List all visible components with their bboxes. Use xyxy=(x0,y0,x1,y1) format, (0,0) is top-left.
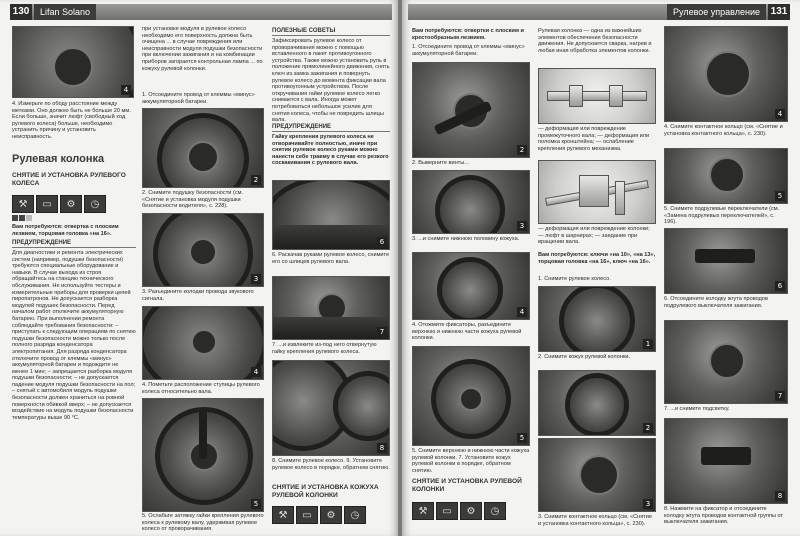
warning-text-2: Гайку крепления рулевого колеса не отворачивайте полностью, иначе при снятии рулевое колесо руками можно нанести себе травму в случае его резкого соскакивания с рулевого вала. xyxy=(272,134,389,167)
col2-intro-text: Рулевая колонка — одна из важнейших элементов обеспечения безопасности движения. Не допускается сварка, нагрев и любая иная обработка элементов колонки. xyxy=(538,28,652,54)
photo-c-step-6: 6 xyxy=(664,228,788,294)
tools-needed: Вам потребуются: отвертка с плоским лезвием, торцовая головка «на 16». xyxy=(12,224,119,237)
wrench-icon: ⚒ xyxy=(272,506,294,524)
clock-icon: ◷ xyxy=(84,195,106,213)
tool-icon: ⚙ xyxy=(460,502,482,520)
photo-c-step-8: 8 xyxy=(664,418,788,504)
difficulty-icons-2 xyxy=(272,506,366,524)
defects-text: — деформация или повреждение промежуточного вала; — деформация или поломка кронштейна; — ослабление крепления рулевого механизма. xyxy=(538,126,650,152)
difficulty-bar xyxy=(12,215,32,221)
section-title-steering-column: Рулевая колонка xyxy=(12,153,105,165)
caption-r-step-3: 3. ...и снимите нижнюю половину кожуха. xyxy=(412,236,520,242)
photo-c-step-2: 2 xyxy=(538,370,656,436)
page-number: 130 xyxy=(10,4,32,20)
caption-c-step-4: 4. Снимите контактное кольцо (см. «Снятие и установка контактного кольца», с. 230). xyxy=(664,124,783,137)
difficulty-icons xyxy=(12,195,106,213)
clock-icon: ◷ xyxy=(484,502,506,520)
photo-step-4: 4 xyxy=(142,306,264,380)
caption-measure: 4. Измерьте по ободу расстояние между метками. Оно должно быть не больше 20 мм. Если больше, значит люфт (свободный ход рулевого колеса) больше, необходимо устранить причину и установить неисправность. xyxy=(12,101,131,140)
clock-icon: ◷ xyxy=(344,506,366,524)
tool-icon: ⚙ xyxy=(320,506,342,524)
caption-step-5: 5. Ослабьте затяжку гайки крепления рулевого колеса к рулевому валу, удерживая рулевое колесо от проворачивания. xyxy=(142,513,264,533)
diagram-intermediate-shaft xyxy=(538,68,656,124)
warning-heading-2: ПРЕДУПРЕЖДЕНИЕ xyxy=(272,124,390,132)
photo-r-step-5: 5 xyxy=(412,346,530,446)
photo-step-5: 5 xyxy=(142,398,264,512)
car-icon: ▭ xyxy=(36,195,58,213)
car-icon: ▭ xyxy=(296,506,318,524)
caption-r-step-1: 1. Отсоедините провод от клеммы «минус» аккумуляторной батареи. xyxy=(412,44,525,57)
photo-c-step-3: 3 xyxy=(538,438,656,512)
photo-step-6: 6 xyxy=(272,180,390,250)
photo-step-7: 7 xyxy=(272,276,390,340)
caption-step-2: 2. Снимите подушку безопасности (см. «Снятие и установка модуля подушки безопасности водителя», с. 228). xyxy=(142,190,244,210)
tips-heading: ПОЛЕЗНЫЕ СОВЕТЫ xyxy=(272,28,390,36)
wrench-icon: ⚒ xyxy=(12,195,34,213)
page-number: 131 xyxy=(768,4,790,20)
tool-icon: ⚙ xyxy=(60,195,82,213)
difficulty-icons-3 xyxy=(412,502,506,520)
right-page xyxy=(402,0,800,536)
caption-step-7: 7. ...и извлеките из-под него отвернутую гайку крепления рулевого колеса. xyxy=(272,342,377,355)
caption-step-1: 1. Отсоедините провод от клеммы «минус» аккумуляторной батареи. xyxy=(142,92,255,105)
caption-c-step-7: 7. ...и снимите подсветку. xyxy=(664,406,730,412)
photo-step-2: 2 xyxy=(142,108,264,188)
left-page-header xyxy=(10,4,392,20)
caption-step-6: 6. Раскачав руками рулевое колесо, снимите его со шлицев рулевого вала. xyxy=(272,252,390,265)
wrench-icon: ⚒ xyxy=(412,502,434,520)
diagram-steering-column xyxy=(538,160,656,224)
photo-r-step-2: 2 xyxy=(412,62,530,158)
subsection-column-cover: СНЯТИЕ И УСТАНОВКА КОЖУХА РУЛЕВОЙ КОЛОНКИ xyxy=(272,484,379,499)
col2-top-text: при установке модуля в рулевое колесо необходимо его поверхность должна быть очищена ... в случае повреждения или неисправности модуля подушки безопасности при включении зажигания и на комбинации приборов загорается контрольная лампа ... по кожуху рулевой колонки. xyxy=(142,26,263,72)
photo-c-step-1: 1 xyxy=(538,286,656,352)
subsection-steering-wheel: СНЯТИЕ И УСТАНОВКА РУЛЕВОГО КОЛЕСА xyxy=(12,172,126,187)
caption-r-step-4: 4. Отожмите фиксаторы, разъедините верхнюю и нижнюю части кожуха рулевой колонки. xyxy=(412,322,522,342)
caption-step-8: 8. Снимите рулевое колесо. 9. Установите рулевое колесо в порядке, обратном снятию. xyxy=(272,458,390,471)
photo-r-step-3: 3 xyxy=(412,170,530,234)
caption-c-step-3: 3. Снимите контактное кольцо (см. «Снятие и установка контактного кольца», с. 230). xyxy=(538,514,653,527)
photo-c-step-5: 5 xyxy=(664,148,788,204)
defects-text-2: — деформация или повреждение колонки; — люфт в шарнирах; — заедание при вращении вала. xyxy=(538,226,650,246)
photo-step-3: 3 xyxy=(142,213,264,287)
running-head: Рулевое управление xyxy=(667,4,766,20)
photo-step-8: 8 xyxy=(272,360,390,456)
running-head: Lifan Solano xyxy=(34,4,96,20)
left-page xyxy=(0,0,398,536)
photo-r-step-4: 4 xyxy=(412,252,530,320)
tools-needed-right: Вам потребуются: отвертки с плоским и крестообразным лезвием. xyxy=(412,28,524,41)
caption-c-step-6: 6. Отсоедините колодку жгута проводов подрулевого выключателя зажигания. xyxy=(664,296,768,309)
caption-c-step-1: 1. Снимите рулевое колесо. xyxy=(538,276,611,282)
tools-needed-column: Вам потребуются: ключи «на 10», «на 13», торцовая головка «на 16», ключ «на 16». xyxy=(538,252,656,265)
right-page-header xyxy=(408,4,790,20)
tips-text: Зафиксировать рулевое колесо от проворачивания можно с помощью вставленного в пакет противоугонного устройства. Также можно установить руль в положение прямолинейного движения, снять ключ из замка зажигания и повернуть рулевое колесо до момента фиксации вала противоугонным устройством. После откручивания гайки рулевое колесо легко снимается с вала. Иногда может потребоваться небольшое усилие для снятия колеса, чтобы не повредить шлицы вала. xyxy=(272,38,390,122)
caption-step-3: 3. Разъедините колодки провода звукового сигнала. xyxy=(142,289,254,302)
caption-r-step-5: 5. Снимите верхнюю и нижнюю части кожуха рулевой колонки. 7. Установите кожух рулевой колонки в порядке, обратном снятию. xyxy=(412,448,530,472)
caption-r-step-2: 2. Выверните винты... xyxy=(412,160,469,166)
subsection-steering-column: СНЯТИЕ И УСТАНОВКА РУЛЕВОЙ КОЛОНКИ xyxy=(412,478,522,493)
caption-c-step-2: 2. Снимите кожух рулевой колонки. xyxy=(538,354,631,360)
photo-c-step-4: 4 xyxy=(664,26,788,122)
warning-text: Для диагностики и ремонта электрических систем (например, подушки безопасности) требуются специальные оборудование и навыки. В случае выхода из строя обращайтесь на станцию технического обслуживания. Не используйте тестеры и измерительные приборы для проверки цепей пиропатронов. Не допускается разборка модулей подушек безопасности. Перед началом работ отключите аккумуляторную батарею. При выполнении ремонта соблюдайте требования безопасности: – приступать к следующим операциям по снятию подушки безопасности можно только после полного разряда конденсатора электропитания. Для разряда конденсатора отключите провод от клеммы «минус» аккумуляторной батареи и подождите не менее 1 мин; – запрещается разборка модуля подушки безопасности; – не допускается падение модуля подушки безопасности на пол; – снятый с автомобиля модуль подушки безопасности должен храниться на ровной поверхности обивкой вверх; – не допускается воздействие на модуль подушки безопасности температуры выше 90 °С. xyxy=(12,250,136,421)
caption-c-step-5: 5. Снимите подрулевые переключатели (см. «Замена подрулевых переключателей», с. 196). xyxy=(664,206,780,226)
warning-heading: ПРЕДУПРЕЖДЕНИЕ xyxy=(12,240,136,248)
photo-c-step-7: 7 xyxy=(664,320,788,404)
caption-step-4: 4. Пометьте расположение ступицы рулевого колеса относительно вала. xyxy=(142,382,260,395)
caption-c-step-8: 8. Нажмите на фиксатор и отсоедините колодку жгута проводов контактной группы от выключателя зажигания. xyxy=(664,506,784,526)
photo-steering-measure: 4 xyxy=(12,26,134,98)
car-icon: ▭ xyxy=(436,502,458,520)
